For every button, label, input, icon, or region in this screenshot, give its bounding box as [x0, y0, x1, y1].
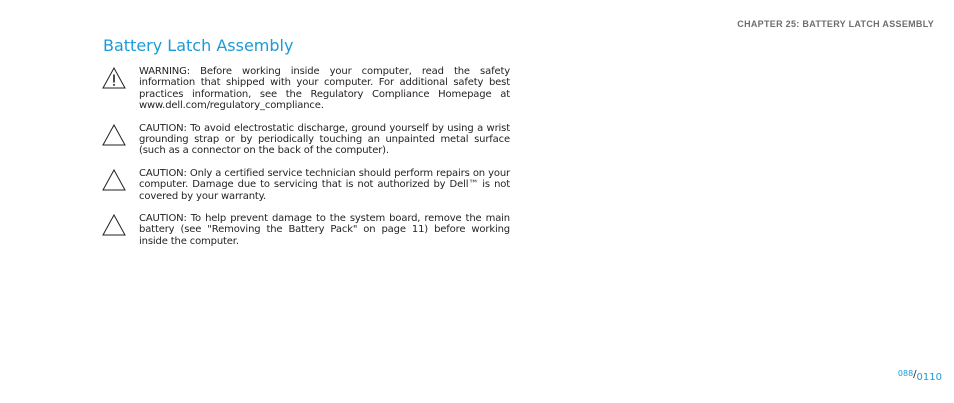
- warning-exclamation-icon: [102, 67, 126, 89]
- caution-triangle-icon: [102, 124, 126, 146]
- page-total: 0110: [916, 372, 942, 383]
- caution-text: CAUTION: To avoid electrostatic discharge, ground yourself by using a wrist grounding strap or by periodically touching an unpainted metal surface (such as a connector on the back of the computer).: [139, 122, 510, 157]
- caution-notice: [102, 213, 510, 247]
- caution-triangle-icon: [102, 169, 126, 191]
- caution-text: CAUTION: To help prevent damage to the system board, remove the main battery (see "Removing the Battery Pack" on page 11) before working inside the computer.: [139, 213, 510, 247]
- page-current: 088: [897, 369, 914, 378]
- notice-list: [102, 66, 510, 258]
- chapter-header: CHAPTER 25: BATTERY LATCH ASSEMBLY: [737, 19, 934, 29]
- caution-notice: [102, 123, 510, 157]
- caution-notice: [102, 168, 510, 202]
- caution-text: CAUTION: Only a certified service technician should perform repairs on your computer. Damage due to servicing that is not authorized by Dell™ is not covered by your warranty.: [139, 167, 510, 202]
- page-separator: /: [913, 369, 917, 380]
- page-number: [898, 369, 942, 383]
- caution-triangle-icon: [102, 214, 126, 236]
- warning-text: WARNING: Before working inside your computer, read the safety information that shipped with your computer. For additional safety best practices information, see the Regulatory Compliance Homepage at www.dell.com/regulatory_compliance.: [139, 66, 510, 112]
- warning-notice: [102, 66, 510, 112]
- page-title: Battery Latch Assembly: [103, 36, 294, 55]
